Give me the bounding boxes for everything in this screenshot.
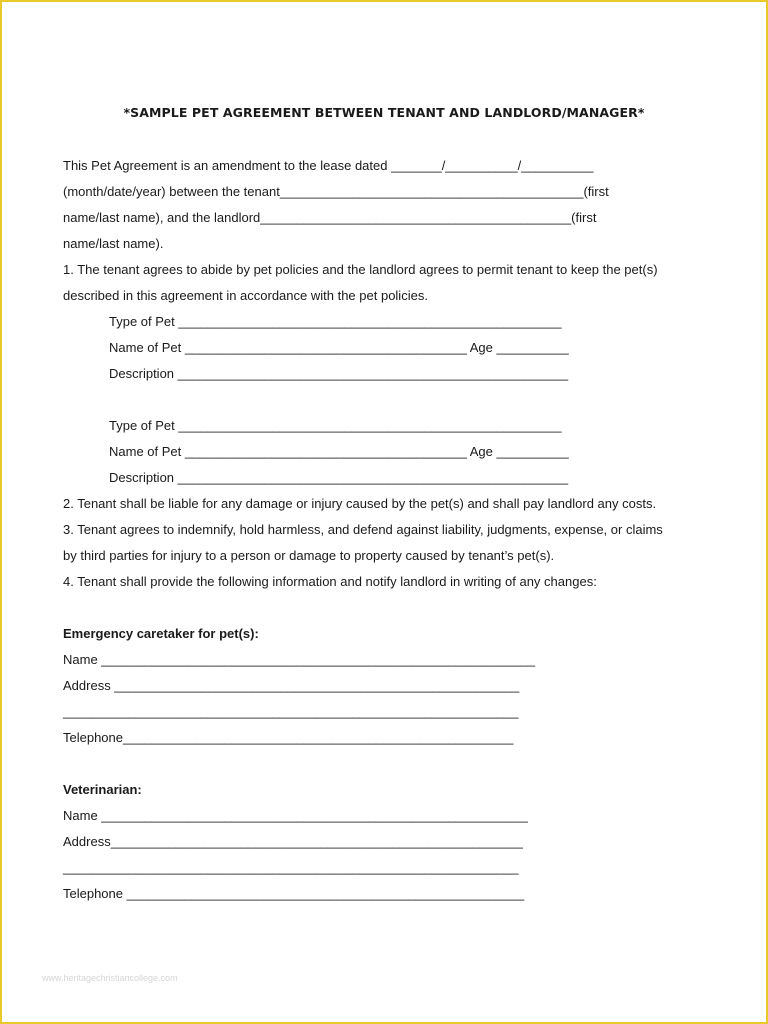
intro-line-2: (month/date/year) between the tenant__________________________________________(first	[63, 184, 609, 199]
veterinarian-address-line-2: _______________________________________________________________	[63, 860, 519, 875]
veterinarian-address-field: Address_________________________________________________________	[63, 834, 523, 849]
emergency-heading: Emergency caretaker for pet(s):	[63, 626, 259, 641]
intro-line-3: name/last name), and the landlord___________________________________________(first	[63, 210, 597, 225]
pet-1-description-field: Description ______________________________________________________	[109, 366, 569, 381]
pet-2-type-field: Type of Pet _____________________________________________________	[109, 418, 562, 433]
clause-1-line-1: 1. The tenant agrees to abide by pet policies and the landlord agrees to permit tenant to keep the pet(s)	[63, 262, 658, 277]
pet-2-description-field: Description ______________________________________________________	[109, 470, 569, 485]
pet-2-name-age-field: Name of Pet _______________________________________ Age __________	[109, 444, 569, 459]
emergency-name-field: Name ____________________________________________________________	[63, 652, 536, 667]
intro-line-1: This Pet Agreement is an amendment to the lease dated _______/__________/__________	[63, 158, 594, 173]
pet-1-type-field: Type of Pet _____________________________________________________	[109, 314, 562, 329]
veterinarian-name-field: Name ___________________________________________________________	[63, 808, 528, 823]
emergency-telephone-field: Telephone______________________________________________________	[63, 730, 514, 745]
veterinarian-heading: Veterinarian:	[63, 782, 142, 797]
intro-line-4: name/last name).	[63, 236, 164, 251]
clause-4: 4. Tenant shall provide the following information and notify landlord in writing of any changes:	[63, 574, 597, 589]
clause-3-line-1: 3. Tenant agrees to indemnify, hold harmless, and defend against liability, judgments, expense, or claims	[63, 522, 663, 537]
veterinarian-telephone-field: Telephone _______________________________________________________	[63, 886, 525, 901]
clause-3-line-2: by third parties for injury to a person or damage to property caused by tenant’s pet(s).	[63, 548, 555, 563]
pet-1-name-age-field: Name of Pet _______________________________________ Age __________	[109, 340, 569, 355]
emergency-address-field: Address ________________________________________________________	[63, 678, 520, 693]
document-title: *SAMPLE PET AGREEMENT BETWEEN TENANT AND LANDLORD/MANAGER*	[123, 105, 645, 120]
clause-2: 2. Tenant shall be liable for any damage or injury caused by the pet(s) and shall pay landlord any costs.	[63, 496, 657, 511]
emergency-address-line-2: _______________________________________________________________	[63, 704, 519, 719]
watermark: www.heritagechristiancollege.com	[42, 973, 178, 983]
clause-1-line-2: described in this agreement in accordance with the pet policies.	[63, 288, 428, 303]
